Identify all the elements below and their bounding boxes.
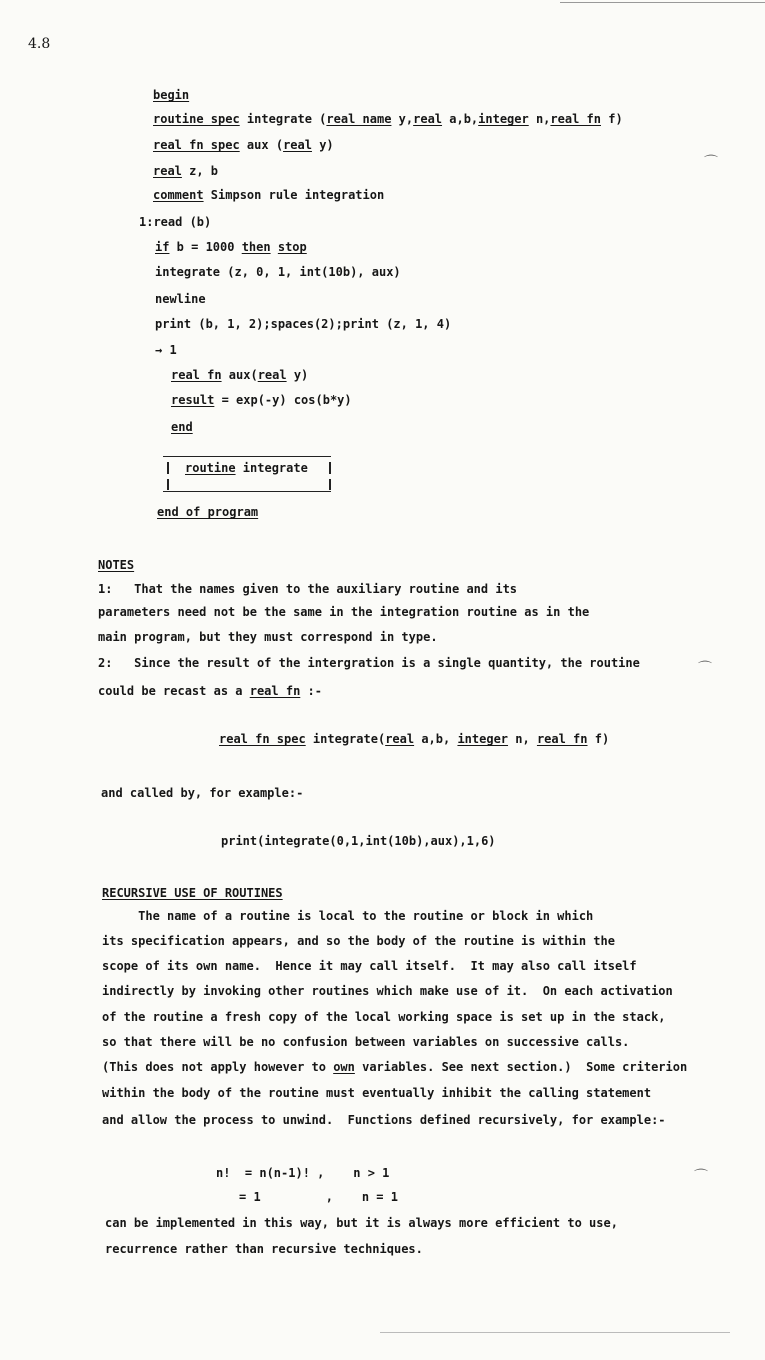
code-text: y) bbox=[286, 368, 309, 382]
note-1-line-3: main program, but they must correspond in type. bbox=[98, 630, 438, 644]
code-line-real-fn-spec bbox=[153, 138, 334, 152]
recursive-line-9: and allow the process to unwind. Functions defined recursively, for example:- bbox=[102, 1113, 666, 1127]
spec-example bbox=[219, 732, 609, 746]
keyword: result bbox=[171, 393, 215, 407]
keyword: end bbox=[171, 420, 193, 434]
code-line-read: 1:read (b) bbox=[139, 215, 212, 229]
code-line-integrate-call: integrate (z, 0, 1, int(10b), aux) bbox=[155, 265, 401, 279]
keyword: real bbox=[153, 164, 182, 178]
recursive-line-2: its specification appears, and so the body of the routine is within the bbox=[102, 934, 615, 948]
keyword: real bbox=[385, 732, 415, 746]
code-text: integrate bbox=[235, 461, 308, 475]
code-line-result bbox=[171, 393, 352, 407]
note-2-line-2 bbox=[98, 684, 322, 698]
margin-mark: ⌒ bbox=[694, 1169, 708, 1185]
code-text: integrate ( bbox=[239, 112, 327, 126]
recursive-line-11: recurrence rather than recursive techniques. bbox=[105, 1242, 423, 1256]
code-line-real-decl bbox=[153, 164, 218, 178]
keyword: end of program bbox=[157, 505, 259, 519]
keyword: then bbox=[241, 240, 271, 254]
code-text: Simpson rule integration bbox=[203, 188, 385, 202]
code-line-newline: newline bbox=[155, 292, 206, 306]
note-2-line-1: 2: Since the result of the intergration is a single quantity, the routine bbox=[98, 656, 640, 670]
code-text: z, b bbox=[181, 164, 219, 178]
body-text: variables. See next section.) Some criterion bbox=[354, 1060, 688, 1074]
code-text: a,b, bbox=[442, 112, 479, 126]
code-text: integrate( bbox=[305, 732, 386, 746]
keyword: real fn bbox=[249, 684, 301, 698]
code-line-routine-spec bbox=[153, 112, 623, 126]
keyword: integer bbox=[478, 112, 529, 126]
code-text: y, bbox=[391, 112, 414, 126]
margin-mark: ⌒ bbox=[698, 661, 712, 677]
code-text: = exp(-y) cos(b*y) bbox=[214, 393, 352, 407]
box-border bbox=[167, 479, 169, 490]
code-text: aux ( bbox=[239, 138, 284, 152]
keyword: begin bbox=[153, 88, 190, 102]
scan-edge-line bbox=[380, 1332, 730, 1333]
routine-box bbox=[163, 456, 331, 492]
scan-edge-line bbox=[560, 2, 765, 3]
code-text: b = 1000 bbox=[169, 240, 242, 254]
box-border bbox=[329, 462, 331, 474]
keyword: own bbox=[333, 1060, 355, 1074]
code-text bbox=[271, 240, 278, 254]
code-text: aux( bbox=[221, 368, 258, 382]
code-line-goto: → 1 bbox=[155, 343, 177, 357]
recursive-heading bbox=[102, 886, 283, 900]
code-text: a,b, bbox=[414, 732, 458, 746]
code-line-begin bbox=[153, 88, 189, 102]
keyword: real name bbox=[326, 112, 392, 126]
code-text: n, bbox=[528, 112, 551, 126]
margin-mark: ⌒ bbox=[704, 155, 718, 171]
recursive-line-1: The name of a routine is local to the routine or block in which bbox=[102, 909, 594, 923]
page-number: 4.8 bbox=[28, 36, 51, 52]
keyword: comment bbox=[153, 188, 204, 202]
recursive-line-3: scope of its own name. Hence it may call itself. It may also call itself bbox=[102, 959, 637, 973]
keyword: real bbox=[283, 138, 312, 152]
recursive-line-5: of the routine a fresh copy of the local working space is set up in the stack, bbox=[102, 1010, 666, 1024]
body-text: :- bbox=[300, 684, 322, 698]
box-border bbox=[329, 479, 331, 490]
code-text: f) bbox=[601, 112, 623, 126]
body-text: could be recast as a bbox=[98, 684, 250, 698]
code-line-end bbox=[171, 420, 193, 434]
code-text: n, bbox=[508, 732, 537, 746]
keyword: real fn bbox=[550, 112, 601, 126]
keyword: real fn spec bbox=[153, 138, 240, 152]
keyword: routine spec bbox=[153, 112, 240, 126]
box-label bbox=[185, 461, 308, 475]
recursive-line-8: within the body of the routine must eventually inhibit the calling statement bbox=[102, 1086, 652, 1100]
note-1-line-2: parameters need not be the same in the integration routine as in the bbox=[98, 605, 590, 619]
code-line-print: print (b, 1, 2);spaces(2);print (z, 1, 4) bbox=[155, 317, 452, 331]
keyword: real fn spec bbox=[219, 732, 306, 746]
recursive-line-4: indirectly by invoking other routines which make use of it. On each activation bbox=[102, 984, 673, 998]
note-1-line-1: 1: That the names given to the auxiliary routine and its bbox=[98, 582, 518, 596]
keyword: real fn bbox=[171, 368, 222, 382]
code-text: f) bbox=[587, 732, 610, 746]
keyword: integer bbox=[457, 732, 509, 746]
factorial-formula-line-2: = 1 , n = 1 bbox=[239, 1190, 398, 1204]
code-line-aux-def bbox=[171, 368, 308, 382]
keyword: stop bbox=[277, 240, 307, 254]
code-line-comment bbox=[153, 188, 384, 202]
recursive-line-10: can be implemented in this way, but it is always more efficient to use, bbox=[105, 1216, 618, 1230]
code-line-end-of-program bbox=[157, 505, 258, 519]
keyword: if bbox=[155, 240, 170, 254]
factorial-formula-line-1: n! = n(n-1)! , n > 1 bbox=[216, 1166, 390, 1180]
keyword: real fn bbox=[536, 732, 588, 746]
recursive-line-7 bbox=[102, 1060, 687, 1074]
keyword: real bbox=[257, 368, 287, 382]
code-text: y) bbox=[311, 138, 334, 152]
body-text: (This does not apply however to bbox=[102, 1060, 334, 1074]
call-example: print(integrate(0,1,int(10b),aux),1,6) bbox=[221, 834, 496, 848]
heading-text: NOTES bbox=[98, 558, 135, 572]
called-by-text: and called by, for example:- bbox=[101, 786, 304, 800]
box-border bbox=[167, 462, 169, 474]
recursive-line-6: so that there will be no confusion between variables on successive calls. bbox=[102, 1035, 630, 1049]
keyword: routine bbox=[185, 461, 236, 475]
keyword: real bbox=[413, 112, 443, 126]
code-line-if-stop bbox=[155, 240, 307, 254]
notes-heading bbox=[98, 558, 134, 572]
heading-text: RECURSIVE USE OF ROUTINES bbox=[102, 886, 283, 900]
